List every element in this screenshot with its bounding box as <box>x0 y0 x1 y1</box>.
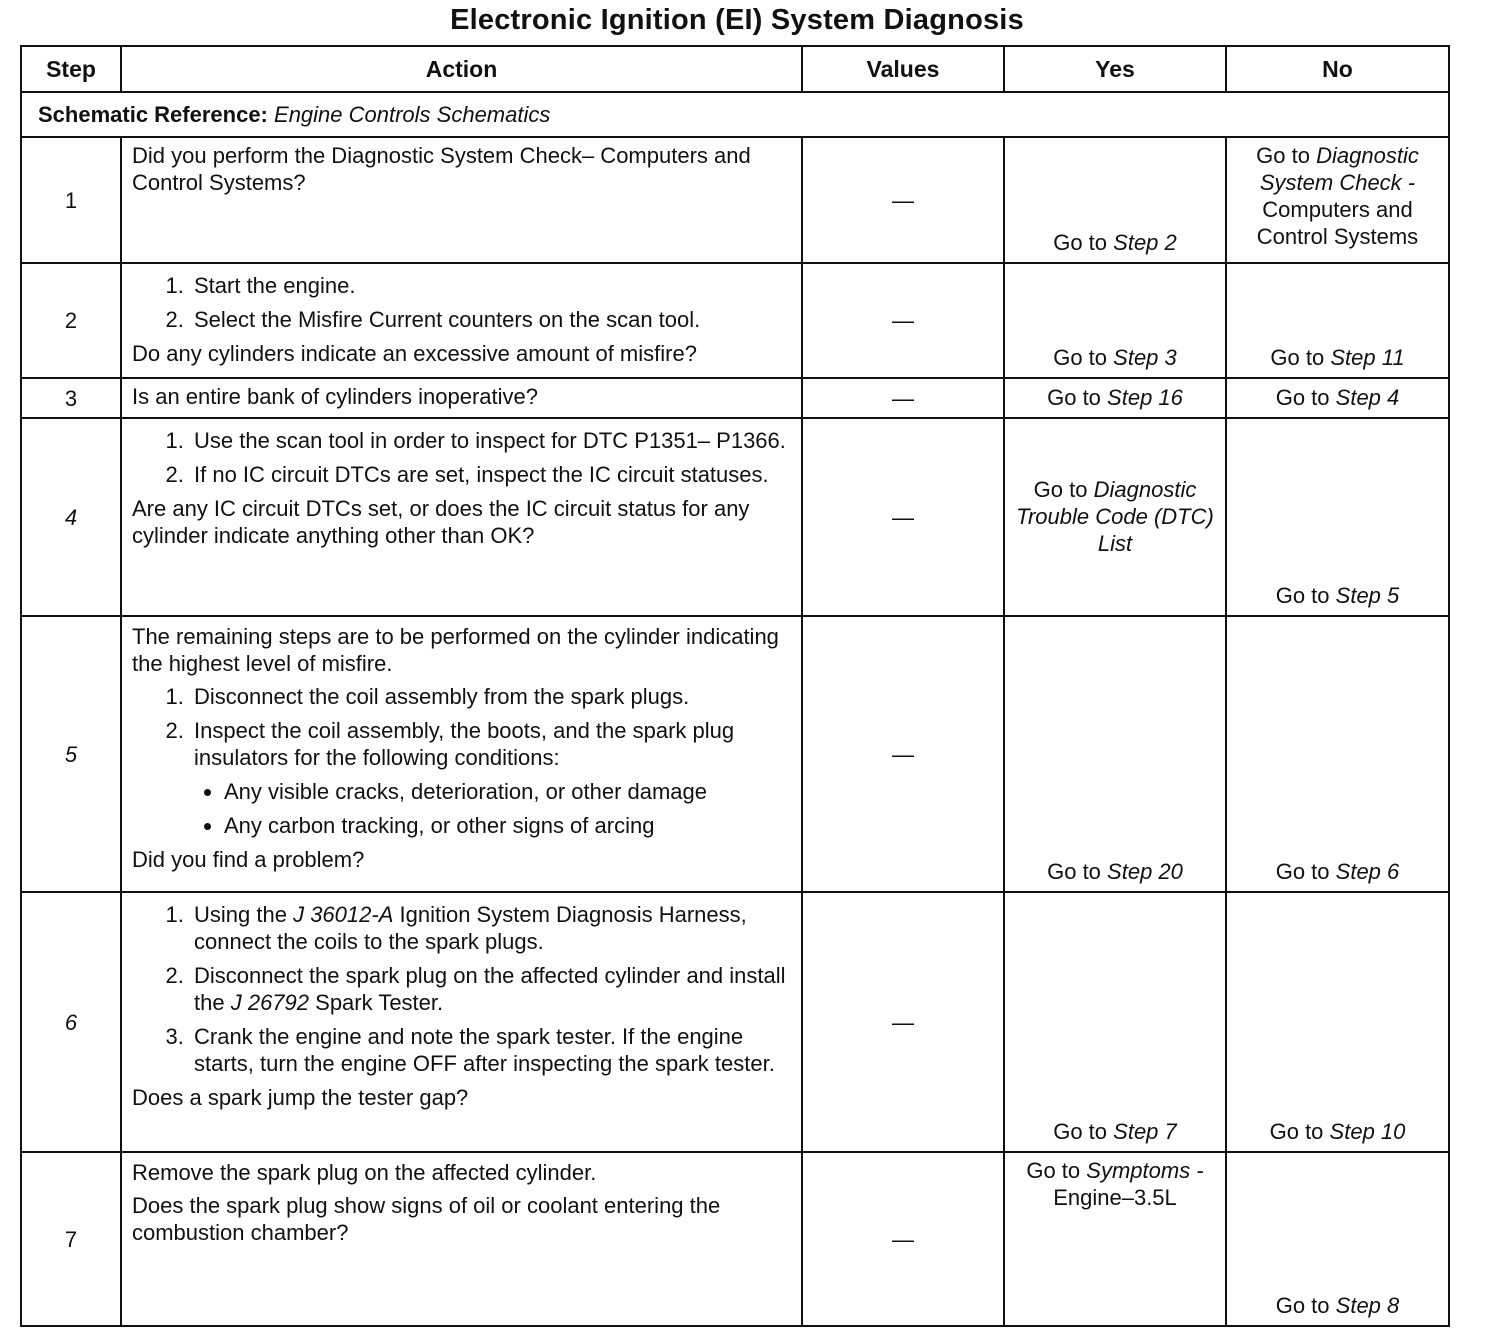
tool-link[interactable]: J 26792 <box>230 990 310 1015</box>
yes-cell <box>1004 418 1226 616</box>
action-list <box>132 683 791 771</box>
yes-link[interactable]: Symptoms - <box>1086 1158 1204 1183</box>
table-row <box>21 137 1449 263</box>
yes-cell <box>1004 263 1226 378</box>
action-item: 1. Use the scan tool in order to inspect for DTC P1351– P1366. <box>190 427 791 454</box>
action-question: Does a spark jump the tester gap? <box>132 1085 469 1110</box>
no-cell <box>1226 263 1449 378</box>
yes-link[interactable]: Step 7 <box>1113 1119 1177 1144</box>
action-cell <box>121 892 802 1152</box>
goto-text: Go to <box>1275 1293 1330 1318</box>
header-step: Step <box>21 46 121 92</box>
schematic-link[interactable]: Engine Controls Schematics <box>274 102 551 127</box>
header-values: Values <box>802 46 1004 92</box>
action-text: Is an entire bank of cylinders inoperative? <box>132 384 539 409</box>
no-link[interactable]: Step 10 <box>1329 1119 1406 1144</box>
schematic-label: Schematic Reference: <box>38 102 268 127</box>
values-cell: — <box>802 616 1004 892</box>
action-list <box>132 427 791 488</box>
values-cell: — <box>802 892 1004 1152</box>
yes-link[interactable]: Step 20 <box>1107 859 1183 884</box>
goto-text: Go to <box>1047 859 1101 884</box>
values-cell: — <box>802 1152 1004 1326</box>
action-item-text: Disconnect the spark plug on the affected cylinder and install the <box>194 963 786 1015</box>
action-question: Does the spark plug show signs of oil or coolant entering the combustion chamber? <box>132 1193 721 1245</box>
no-link-rest: Computers and Control Systems <box>1256 197 1419 249</box>
condition-item: • Any carbon tracking, or other signs of arcing <box>224 812 791 839</box>
action-list <box>132 272 791 333</box>
action-item: 1. Disconnect the coil assembly from the spark plugs. <box>190 683 791 710</box>
goto-text: Go to <box>1275 859 1330 884</box>
action-intro: The remaining steps are to be performed on the cylinder indicating the highest level of misfire. <box>132 624 779 676</box>
action-cell <box>121 263 802 378</box>
action-cell <box>121 418 802 616</box>
values-cell: — <box>802 263 1004 378</box>
goto-text: Go to <box>1053 345 1108 370</box>
document-title: Electronic Ignition (EI) System Diagnosis <box>450 4 1024 36</box>
values-cell: — <box>802 137 1004 263</box>
yes-link[interactable]: Step 2 <box>1113 230 1177 255</box>
goto-text: Go to <box>1270 345 1325 370</box>
step-number: 1 <box>21 137 121 263</box>
header-yes: Yes <box>1004 46 1226 92</box>
header-no: No <box>1226 46 1449 92</box>
step-number: 5 <box>21 616 121 892</box>
no-link[interactable]: Step 5 <box>1335 583 1400 608</box>
header-row <box>21 46 1449 92</box>
no-cell <box>1226 378 1449 418</box>
no-cell <box>1226 418 1449 616</box>
no-cell <box>1226 616 1449 892</box>
action-question: Do any cylinders indicate an excessive amount of misfire? <box>132 341 697 366</box>
yes-cell <box>1004 137 1226 263</box>
action-item-text: Spark Tester. <box>315 990 444 1015</box>
yes-cell <box>1004 616 1226 892</box>
action-item <box>190 901 791 955</box>
goto-text: Go to <box>1256 143 1310 168</box>
action-cell <box>121 137 802 263</box>
action-cell <box>121 616 802 892</box>
goto-text: Go to <box>1275 385 1330 410</box>
step-number: 7 <box>21 1152 121 1326</box>
step-number: 6 <box>21 892 121 1152</box>
action-item: 1. Start the engine. <box>190 272 791 299</box>
table-row <box>21 616 1449 892</box>
no-link[interactable]: Diagnostic System Check - <box>1259 143 1419 195</box>
yes-cell <box>1004 892 1226 1152</box>
action-item-text: Ignition System Diagnosis Harness, connect the coils to the spark plugs. <box>194 902 747 954</box>
schematic-reference <box>21 92 1449 137</box>
condition-item: • Any visible cracks, deterioration, or other damage <box>224 778 791 805</box>
no-cell <box>1226 137 1449 263</box>
goto-text: Go to <box>1269 1119 1324 1144</box>
action-item: 3. Crank the engine and note the spark tester. If the engine starts, turn the engine OFF after inspecting the spark tester. <box>190 1023 791 1077</box>
goto-text: Go to <box>1047 385 1101 410</box>
yes-link[interactable]: Step 16 <box>1107 385 1183 410</box>
action-question: Did you find a problem? <box>132 847 365 872</box>
header-action: Action <box>121 46 802 92</box>
action-text: Did you perform the Diagnostic System Check– Computers and Control Systems? <box>132 143 751 195</box>
yes-cell <box>1004 1152 1226 1326</box>
yes-link[interactable]: Step 3 <box>1113 345 1177 370</box>
action-question: Are any IC circuit DTCs set, or does the IC circuit status for any cylinder indicate anything other than OK? <box>132 496 750 548</box>
table-row <box>21 892 1449 1152</box>
action-item: 2. Select the Misfire Current counters on the scan tool. <box>190 306 791 333</box>
goto-text: Go to <box>1026 1158 1081 1183</box>
table-row <box>21 1152 1449 1326</box>
action-cell <box>121 1152 802 1326</box>
yes-link[interactable]: Diagnostic Trouble Code (DTC) List <box>1016 476 1214 556</box>
tool-link[interactable]: J 36012-A <box>293 902 394 927</box>
action-text: Remove the spark plug on the affected cylinder. <box>132 1160 597 1185</box>
action-cell <box>121 378 802 418</box>
action-item <box>190 717 791 771</box>
goto-text: Go to <box>1053 230 1108 255</box>
action-item: 2. If no IC circuit DTCs are set, inspect the IC circuit statuses. <box>190 461 791 488</box>
condition-list <box>132 778 791 839</box>
yes-cell <box>1004 378 1226 418</box>
no-link[interactable]: Step 8 <box>1335 1293 1400 1318</box>
goto-text: Go to <box>1275 583 1330 608</box>
yes-link-rest: Engine–3.5L <box>1053 1185 1177 1210</box>
table-row <box>21 263 1449 378</box>
action-item-text: Inspect the coil assembly, the boots, and the spark plug insulators for the following conditions: <box>194 718 735 770</box>
no-cell <box>1226 1152 1449 1326</box>
no-link[interactable]: Step 6 <box>1335 859 1400 884</box>
goto-text: Go to <box>1033 476 1088 502</box>
action-list <box>132 901 791 1077</box>
table-row <box>21 378 1449 418</box>
step-number: 4 <box>21 418 121 616</box>
no-link[interactable]: Step 4 <box>1335 385 1400 410</box>
table-row <box>21 418 1449 616</box>
step-number: 2 <box>21 263 121 378</box>
action-item <box>190 962 791 1016</box>
schematic-row <box>21 92 1449 137</box>
no-link[interactable]: Step 11 <box>1330 345 1405 370</box>
goto-text: Go to <box>1053 1119 1108 1144</box>
values-cell: — <box>802 418 1004 616</box>
action-item-text: Using the <box>194 902 287 927</box>
values-cell: — <box>802 378 1004 418</box>
step-number: 3 <box>21 378 121 418</box>
no-cell <box>1226 892 1449 1152</box>
diagnosis-table <box>20 45 1450 1327</box>
